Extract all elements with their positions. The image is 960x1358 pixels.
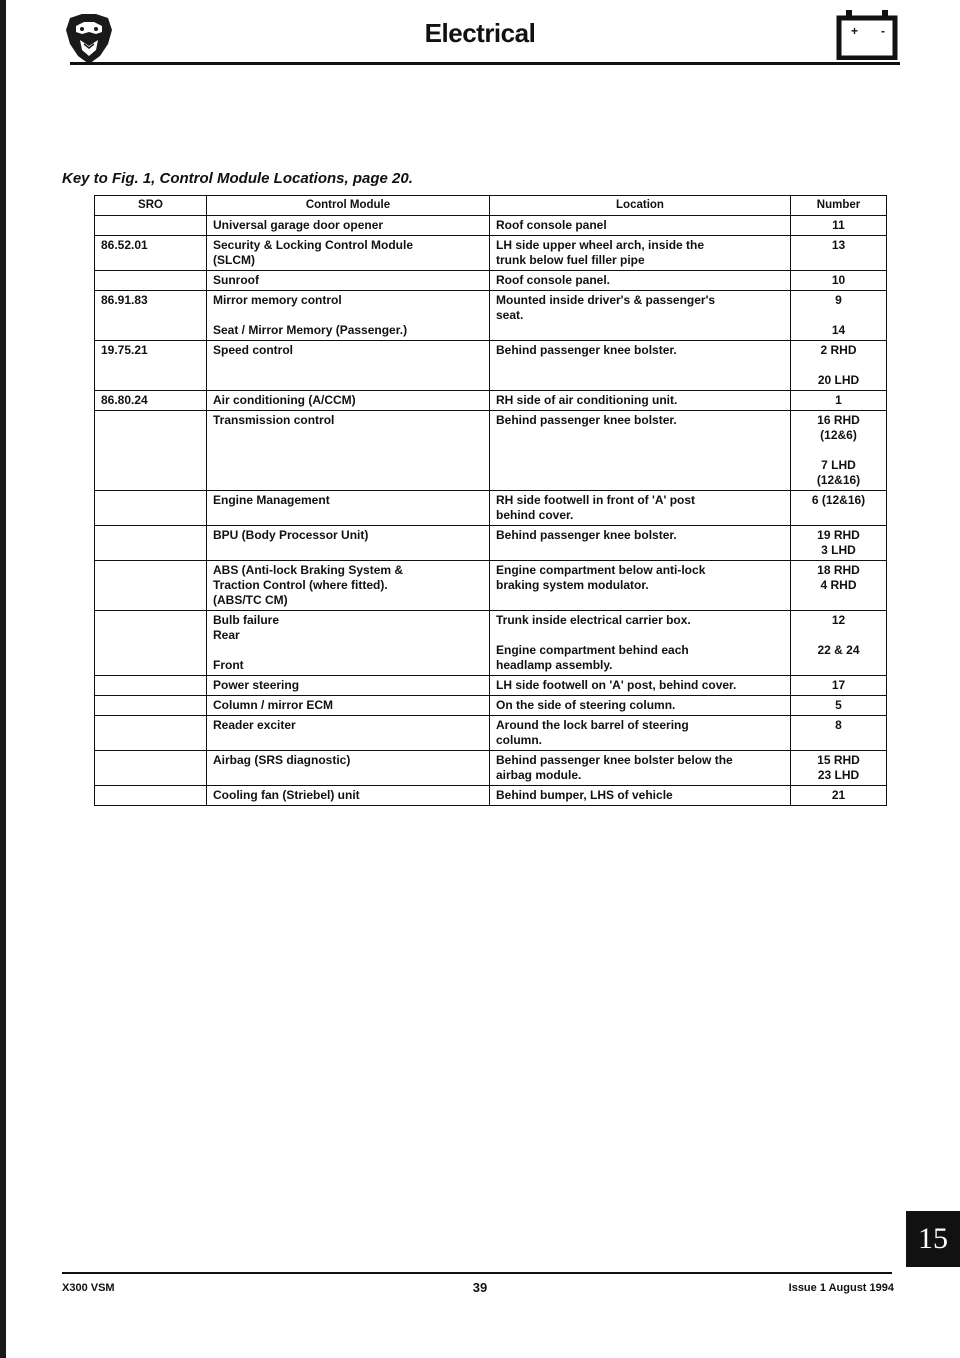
cell-module (207, 291, 490, 341)
section-tab: 15 (906, 1211, 960, 1267)
module-text: Bulb failure Rear Front (213, 613, 280, 672)
module-text: Column / mirror ECM (213, 698, 334, 712)
cell-sro: 19.75.21 (95, 341, 207, 391)
header-sro: SRO (95, 196, 207, 216)
cell-sro (95, 411, 207, 491)
header-location: Location (490, 196, 791, 216)
cell-sro (95, 676, 207, 696)
cell-module (207, 236, 490, 271)
module-text: Airbag (SRS diagnostic) (213, 753, 351, 767)
table-row (95, 676, 887, 696)
cell-sro (95, 526, 207, 561)
table-caption: Key to Fig. 1, Control Module Locations, page 20. (62, 170, 413, 187)
location-text: Roof console panel. (496, 273, 611, 287)
table-row (95, 786, 887, 806)
cell-sro (95, 611, 207, 676)
location-text: Around the lock barrel of steering column. (496, 718, 689, 747)
cell-number (791, 561, 887, 611)
cell-number (791, 271, 887, 291)
cell-number (791, 751, 887, 786)
location-text: LH side footwell on 'A' post, behind cover. (496, 678, 737, 692)
module-text: Speed control (213, 343, 294, 357)
table-row (95, 696, 887, 716)
control-module-table (94, 195, 887, 806)
cell-location (490, 611, 791, 676)
manual-code: X300 VSM (62, 1282, 115, 1294)
cell-location (490, 676, 791, 696)
location-text: Behind passenger knee bolster. (496, 528, 677, 542)
battery-icon (836, 8, 898, 60)
cell-number (791, 611, 887, 676)
cell-module (207, 526, 490, 561)
number-text: 6 (12&16) (811, 493, 866, 507)
location-text: Behind passenger knee bolster below the airbag module. (496, 753, 733, 782)
cell-number (791, 411, 887, 491)
location-text: RH side of air conditioning unit. (496, 393, 678, 407)
table-row (95, 291, 887, 341)
cell-sro (95, 716, 207, 751)
location-text: RH side footwell in front of 'A' post behind cover. (496, 493, 696, 522)
cell-location (490, 751, 791, 786)
cell-number (791, 696, 887, 716)
cell-sro (95, 561, 207, 611)
location-text: Mounted inside driver's & passenger's seat. (496, 293, 716, 322)
cell-module (207, 216, 490, 236)
cell-location (490, 216, 791, 236)
cell-sro (95, 271, 207, 291)
module-text: Engine Management (213, 493, 330, 507)
cell-sro (95, 216, 207, 236)
table-row (95, 411, 887, 491)
table-row (95, 271, 887, 291)
cell-location (490, 561, 791, 611)
cell-sro: 86.52.01 (95, 236, 207, 271)
number-text: 5 (835, 698, 842, 712)
cell-sro (95, 751, 207, 786)
number-text: 12 22 & 24 (817, 613, 860, 657)
table-row (95, 341, 887, 391)
module-text: Power steering (213, 678, 300, 692)
number-text: 11 (832, 218, 845, 232)
number-text: 10 (831, 273, 846, 287)
cell-location (490, 271, 791, 291)
cell-module (207, 786, 490, 806)
footer-divider (62, 1272, 892, 1274)
table-row (95, 561, 887, 611)
table-row (95, 216, 887, 236)
cell-sro (95, 786, 207, 806)
cell-module (207, 751, 490, 786)
cell-module (207, 561, 490, 611)
header-number: Number (791, 196, 887, 216)
location-text: Roof console panel (496, 218, 607, 232)
number-text: 21 (831, 788, 846, 802)
table-row (95, 391, 887, 411)
cell-module (207, 411, 490, 491)
number-text: 16 RHD (12&6) 7 LHD (12&16) (816, 413, 861, 487)
number-text: 18 RHD 4 RHD (817, 563, 860, 592)
cell-module (207, 716, 490, 751)
cell-sro: 86.80.24 (95, 391, 207, 411)
location-text: On the side of steering column. (496, 698, 676, 712)
cell-number (791, 716, 887, 751)
cell-number (791, 391, 887, 411)
number-text: 15 RHD 23 LHD (817, 753, 860, 782)
table-row (95, 611, 887, 676)
cell-number (791, 341, 887, 391)
table-header-row (95, 196, 887, 216)
page-number: 39 (472, 1280, 488, 1295)
battery-minus-label: - (881, 24, 885, 38)
number-text: 1 (835, 393, 842, 407)
cell-sro (95, 696, 207, 716)
cell-module (207, 696, 490, 716)
location-text: Trunk inside electrical carrier box. Engine compartment behind each headlamp assembly. (496, 613, 691, 672)
cell-number (791, 216, 887, 236)
cell-number (791, 676, 887, 696)
cell-number (791, 291, 887, 341)
cell-module (207, 271, 490, 291)
number-text: 9 14 (831, 293, 846, 337)
table-row (95, 236, 887, 271)
cell-location (490, 236, 791, 271)
cell-location (490, 341, 791, 391)
cell-number (791, 526, 887, 561)
number-text: 8 (835, 718, 842, 732)
number-text: 13 (831, 238, 846, 252)
cell-number (791, 491, 887, 526)
battery-plus-label: + (851, 24, 859, 38)
cell-sro (95, 491, 207, 526)
number-text: 19 RHD 3 LHD (817, 528, 860, 557)
cell-location (490, 491, 791, 526)
cell-module (207, 676, 490, 696)
cell-location (490, 291, 791, 341)
issue-date: Issue 1 August 1994 (788, 1282, 894, 1294)
location-text: Behind bumper, LHS of vehicle (496, 788, 673, 802)
table-row (95, 751, 887, 786)
cell-module (207, 491, 490, 526)
cell-location (490, 411, 791, 491)
module-text: Universal garage door opener (213, 218, 384, 232)
cell-module (207, 611, 490, 676)
location-text: Behind passenger knee bolster. (496, 413, 677, 427)
cell-number (791, 236, 887, 271)
module-text: Transmission control (213, 413, 335, 427)
cell-module (207, 391, 490, 411)
module-text: ABS (Anti-lock Braking System & Traction Control (where fitted). (ABS/TC CM) (213, 563, 404, 607)
number-text: 2 RHD 20 LHD (817, 343, 860, 387)
location-text: Behind passenger knee bolster. (496, 343, 677, 357)
cell-number (791, 786, 887, 806)
module-text: Reader exciter (213, 718, 296, 732)
table-row (95, 491, 887, 526)
header-control-module: Control Module (207, 196, 490, 216)
module-text: BPU (Body Processor Unit) (213, 528, 369, 542)
page-title: Electrical (424, 18, 536, 48)
location-text: Engine compartment below anti-lock braking system modulator. (496, 563, 706, 592)
module-text: Mirror memory control Seat / Mirror Memory (Passenger.) (213, 293, 408, 337)
number-text: 17 (831, 678, 846, 692)
table-row (95, 526, 887, 561)
table-row (95, 716, 887, 751)
cell-location (490, 786, 791, 806)
page-edge (0, 0, 6, 1358)
module-text: Sunroof (213, 273, 259, 287)
header-divider (70, 62, 900, 65)
location-text: LH side upper wheel arch, inside the trunk below fuel filler pipe (496, 238, 705, 267)
module-text: Cooling fan (Striebel) unit (213, 788, 360, 802)
cell-sro: 86.91.83 (95, 291, 207, 341)
cell-location (490, 716, 791, 751)
module-text: Air conditioning (A/CCM) (213, 393, 356, 407)
cell-location (490, 391, 791, 411)
cell-location (490, 696, 791, 716)
cell-module (207, 341, 490, 391)
module-text: Security & Locking Control Module (SLCM) (213, 238, 414, 267)
cell-location (490, 526, 791, 561)
